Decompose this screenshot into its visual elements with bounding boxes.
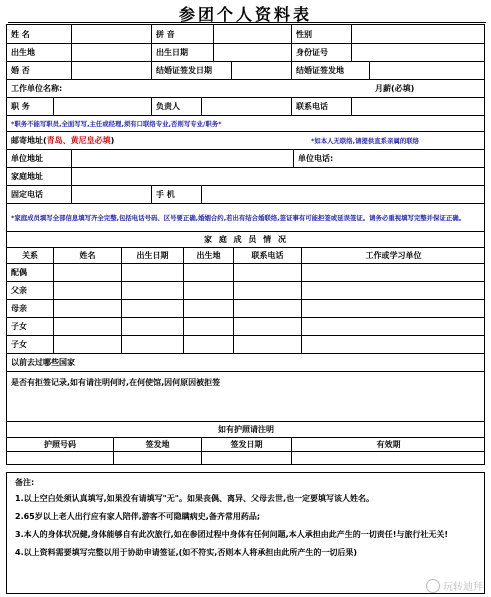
mail-required-note: 青岛、黄尼皇必填: [46, 136, 111, 145]
label-countries-visited: 以前去过哪些国家: [11, 358, 75, 367]
input-marriage-place[interactable]: [369, 62, 485, 79]
position-note: *职务不能写职员,全面写写,主任或经理,须有口联络专业,否则写专业/职务*: [11, 120, 222, 128]
family-note: *家庭成员填写全部信息填写齐全完整,包括电话号码、区号要正确,婚姻合约,若出有结合婚联络,签证事有可能拒签或延误签证。请务必重视填写完整并保证正确。: [11, 213, 466, 222]
label-birthplace: 出生地: [11, 48, 35, 57]
input-fixed-phone[interactable]: [71, 186, 151, 203]
input-birthdate[interactable]: [213, 44, 291, 61]
row-countries: [7, 354, 484, 372]
label-idcard: 身份证号: [291, 44, 351, 61]
label-marriage-date: 结婚证签发日期: [151, 62, 231, 79]
label-fixed-phone: 固定电话: [11, 190, 43, 199]
title-underline: [8, 22, 486, 23]
personal-info-form: [6, 24, 485, 465]
label-company: 工作单位名称:: [11, 84, 63, 93]
input-position[interactable]: [53, 98, 151, 115]
family-input[interactable]: [301, 300, 485, 317]
col-name: 姓名: [53, 248, 121, 263]
family-row: [7, 318, 484, 336]
family-row: [7, 264, 484, 282]
row-family-columns: [7, 248, 484, 264]
relation-label: 配偶: [11, 268, 27, 277]
note-item: 1.以上空白处须认真填写,如果没有请填写"无"。如果丧偶、离异、父母去世,也一定要填写该人姓名。: [15, 494, 375, 503]
row-mail: [7, 132, 484, 150]
watermark: [426, 578, 483, 593]
row-passport-columns: [7, 438, 484, 452]
label-marriage-place: 结婚证签发地: [291, 62, 369, 79]
relation-label: 母亲: [11, 304, 27, 313]
mail-close-paren: ): [110, 136, 115, 145]
col-relation: 关系: [22, 251, 38, 260]
family-row: [7, 282, 484, 300]
family-input[interactable]: [233, 264, 301, 281]
family-input[interactable]: [183, 318, 233, 335]
row-home-address: [7, 168, 484, 186]
family-input[interactable]: [183, 264, 233, 281]
family-row: [7, 336, 484, 354]
input-idcard[interactable]: [351, 44, 485, 61]
input-contact-phone[interactable]: [351, 98, 485, 115]
notes-title: 备注:: [15, 478, 35, 487]
input-issue-date[interactable]: [201, 452, 291, 465]
col-issue-date: 签发日期: [201, 438, 291, 451]
family-input[interactable]: [53, 318, 121, 335]
label-contact-phone: 联系电话: [291, 98, 351, 115]
label-gender: 性别: [291, 25, 351, 43]
row-birth: [7, 44, 484, 62]
label-mail-address: [7, 132, 307, 149]
note-item: 4.以上资料需要填写完整以用于协助申请签证,(如不符实,否则本人将承担由此所产生的一切后果): [15, 548, 357, 557]
col-birthplace: 出生地: [183, 248, 233, 263]
label-home-address: 家庭地址: [11, 172, 43, 181]
family-input[interactable]: [233, 336, 301, 353]
row-position-note: [7, 116, 484, 132]
label-mobile: 手 机: [151, 186, 201, 203]
input-issue-place[interactable]: [113, 452, 201, 465]
input-birthplace[interactable]: [71, 44, 151, 61]
relation-label: 父亲: [11, 286, 27, 295]
input-manager[interactable]: [201, 98, 291, 115]
relation-label: 子女: [11, 340, 27, 349]
relation-label: 子女: [11, 322, 27, 331]
family-input[interactable]: [183, 282, 233, 299]
row-position: [7, 98, 484, 116]
input-expiry[interactable]: [291, 452, 485, 465]
label-manager: 负责人: [151, 98, 201, 115]
family-input[interactable]: [183, 300, 233, 317]
page-title: 参团个人资料表: [178, 5, 312, 24]
family-input[interactable]: [301, 282, 485, 299]
row-company: [7, 80, 484, 98]
row-phones: [7, 186, 484, 204]
family-input[interactable]: [233, 300, 301, 317]
col-workplace: 工作或学习单位: [301, 248, 485, 263]
row-name: [7, 25, 484, 44]
col-issue-place: 签发地: [113, 438, 201, 451]
note-item: 2.65岁以上老人出行应有家人陪伴,游客不可隐瞒病史,备齐常用药品;: [15, 512, 261, 521]
col-birthdate: 出生日期: [121, 248, 183, 263]
col-passport-number: 护照号码: [44, 440, 76, 449]
label-marriage: 婚 否: [11, 66, 30, 75]
family-input[interactable]: [53, 336, 121, 353]
input-gender[interactable]: [351, 25, 485, 43]
family-section-title: 家 庭 成 员 情 况: [204, 235, 288, 244]
input-marriage[interactable]: [71, 62, 151, 79]
family-input[interactable]: [53, 300, 121, 317]
wechat-icon: [426, 579, 440, 593]
family-input[interactable]: [53, 264, 121, 281]
row-family-header: [7, 232, 484, 248]
col-phone: 联系电话: [233, 248, 301, 263]
input-name[interactable]: [71, 25, 151, 43]
family-input[interactable]: [121, 282, 183, 299]
family-input[interactable]: [233, 282, 301, 299]
family-row: [7, 300, 484, 318]
family-input[interactable]: [183, 336, 233, 353]
family-input[interactable]: [301, 336, 485, 353]
family-input[interactable]: [121, 300, 183, 317]
row-family-note: [7, 204, 484, 232]
label-company-address: 单位地址: [11, 154, 43, 163]
note-item: 3.本人的身体状况健,身体能够自有此次旅行,如在参团过程中身体有任何问题,本人承担由此产生的一切责任!与旅行社无关!: [15, 530, 449, 539]
label-name: 姓 名: [11, 29, 30, 39]
label-company-phone: 单位电话:: [293, 150, 485, 167]
label-monthly-income: 月薪(必填): [375, 84, 415, 93]
col-expiry: 有效期: [291, 438, 485, 451]
mail-label-text: 邮寄地址(: [11, 136, 47, 145]
input-passport-number[interactable]: [7, 452, 113, 465]
row-passport-values: [7, 452, 484, 465]
input-marriage-date[interactable]: [231, 62, 291, 79]
family-input[interactable]: [121, 336, 183, 353]
label-position: 职 务: [11, 102, 30, 111]
row-marriage: [7, 62, 484, 80]
notes-box: [6, 472, 485, 594]
input-home-address[interactable]: [71, 168, 485, 185]
label-visa-refusal: 是否有拒签记录,如有请注明何时,在何使馆,因何原因被拒签: [11, 378, 221, 387]
family-input[interactable]: [301, 264, 485, 281]
family-input[interactable]: [233, 318, 301, 335]
input-company-address[interactable]: [71, 150, 293, 167]
family-input[interactable]: [301, 318, 485, 335]
family-input[interactable]: [121, 264, 183, 281]
label-pinyin: 拼 音: [151, 25, 213, 43]
label-birthdate: 出生日期: [151, 44, 213, 61]
watermark-text: 玩转迪拜: [443, 582, 483, 593]
mail-contact-note: *如本人无联络,请提供直系亲属的联络: [311, 137, 420, 145]
row-passport-header: [7, 422, 484, 438]
family-input[interactable]: [53, 282, 121, 299]
passport-section-title: 如有护照请注明: [218, 425, 274, 434]
row-refusal: [7, 372, 484, 422]
row-company-address: [7, 150, 484, 168]
family-input[interactable]: [121, 318, 183, 335]
input-mobile[interactable]: [201, 186, 485, 203]
input-pinyin[interactable]: [213, 25, 291, 43]
